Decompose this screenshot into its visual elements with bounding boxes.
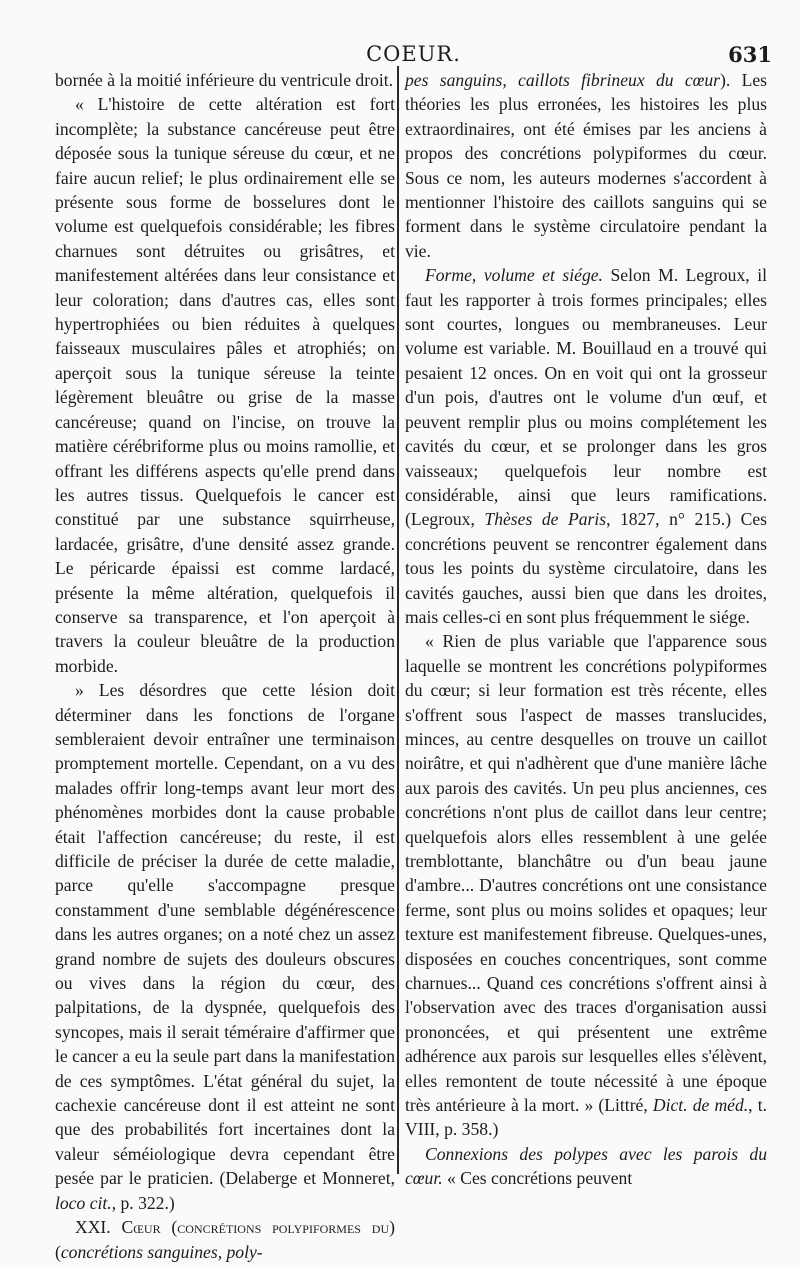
citation: Thèses de Paris bbox=[484, 509, 607, 530]
section-title: Cœur (concrétions polypiformes du) bbox=[121, 1217, 395, 1238]
page-number: 631 bbox=[728, 42, 772, 67]
paragraph: » Les désordres que cette lésion doit déterminer dans les fonctions de l'organe sembleraient devoir entraîner une terminaison promptement mortelle. Cependant, on a vu des malades offrir long-temps avant leur mort des phénomènes morbides dont la cause probable était l'affection cancéreuse; du reste, il est difficile de préciser la durée de cette maladie, parce qu'elle s'accompagne presque constamment d'une semblable dégénérescence dans les autres organes; on a noté chez un assez grand nombre de sujets des douleurs obscures ou vives dans la région du cœur, des palpitations, de la dyspnée, quelquefois des syncopes, mais il serait téméraire d'affirmer que le cancer a eu la seule part dans la manifestation de ces symptômes. L'état général du sujet, la cachexie cancéreuse dont il est atteint ne sont que des probabilités fort incertaines dont la valeur séméiologique devra cependant être pesée par le praticien. (Delaberge et Monneret, loco cit., p. 322.) bbox=[55, 680, 395, 1213]
paragraph: « L'histoire de cette altération est fort incomplète; la substance cancéreuse peut être déposée sous la tunique séreuse du cœur, et ne faire aucun relief; le plus ordinairement elle se présente sous forme de bosselures dont le volume est quelquefois considérable; les fibres charnues sont détruites ou grisâtres, et manifestement altérées dans leur consistance et leur coloration; dans d'autres cas, elles sont hypertrophiées ou bien réduites à quelques faisseaux musculaires pâles et atrophiés; on aperçoit sous la tunique séreuse la teinte légèrement bleuâtre ou grise de la masse cancéreuse; quand on l'incise, on trouve la matière cérébriforme plus ou moins ramollie, et offrant les différens aspects qu'elle prend dans les autres tissus. Quelquefois le cancer est constitué par une substance squirrheuse, lardacée, grisâtre, d'une densité assez grande. Le péricarde épaissi est comme lardacé, présente la même altération, quelquefois il conserve sa transparence, et l'on aperçoit à travers la couleur bleuâtre de la production morbide. bbox=[55, 94, 395, 676]
paragraph: Forme, volume et siége. Selon M. Legroux, il faut les rapporter à trois formes principales; elles sont courtes, longues ou membraneuses. Leur volume est variable. M. Bouillaud en a trouvé qui pesaient 12 onces. On en voit qui ont la grosseur d'un pois, d'autres ont le volume d'un œuf, et peuvent remplir plus ou moins complétement les cavités du cœur, et se prolonger dans les gros vaisseaux; quelquefois leur nombre est considérable, ainsi que leurs ramifications. (Legroux, Thèses de Paris, 1827, n° 215.) Ces concrétions peuvent se rencontrer également dans tous les points du système circulatoire, dans les cavités gauches, aussi bien que dans les droites, mais celles-ci en sont plus fréquemment le siége. bbox=[405, 265, 768, 627]
citation: Dict. de méd. bbox=[652, 1095, 749, 1116]
paragraph: pes sanguins, caillots fibrineux du cœur). Les théories les plus erronées, les histoires les plus extraordinaires, ont été émises par les anciens à propos des concrétions polypiformes du cœur. Sous ce nom, les auteurs modernes s'accordent à mentionner l'histoire des caillots sanguins qui se forment dans le système circulatoire pendant la vie. bbox=[405, 70, 767, 261]
section-heading: XXI. Cœur (concrétions polypiformes du) (concrétions sanguines, poly- bbox=[55, 1217, 395, 1262]
citation: loco cit. bbox=[55, 1192, 112, 1213]
left-column bbox=[55, 68, 395, 1264]
paragraph: bornée à la moitié inférieure du ventricule droit. bbox=[55, 70, 394, 90]
subheading: Connexions des polypes avec les parois du cœur. bbox=[405, 1143, 767, 1189]
running-title: COEUR. bbox=[366, 42, 461, 66]
right-column bbox=[405, 68, 767, 1191]
paragraph: « Rien de plus variable que l'apparence sous laquelle se montrent les concrétions polypiformes du cœur; si leur formation est très récente, elles s'offrent sous l'aspect de masses translucides, minces, au centre desquelles on trouve un caillot noirâtre, et qui n'adhèrent que d'une manière lâche aux parois des cavités. Un peu plus anciennes, ces concrétions n'ont plus de caillot dans leur centre; quelquefois alors elles ressemblent à une gelée tremblottante, blanchâtre ou d'un beau jaune d'ambre... D'autres concrétions ont une consistance ferme, sont plus ou moins solides et opaques; leur texture est manifestement fibreuse. Quelques-unes, disposées en couches concentriques, sont comme charnues... Quand ces concrétions s'offrent ainsi à l'observation avec des traces d'organisation aussi prononcées, et qui présentent une extrême adhérence aux parois sur lesquelles elles s'élèvent, elles remontent de toute nécessité à une époque très antérieure à la mort. » (Littré, Dict. de méd., t. VIII, p. 358.) bbox=[405, 631, 767, 1140]
section-number: XXI. bbox=[75, 1217, 111, 1238]
page-header bbox=[55, 40, 772, 68]
column-divider bbox=[397, 66, 399, 1174]
subheading: Forme, volume et siége. bbox=[425, 265, 603, 286]
paragraph: Connexions des polypes avec les parois du cœur. « Ces concrétions peuvent bbox=[405, 1143, 767, 1189]
